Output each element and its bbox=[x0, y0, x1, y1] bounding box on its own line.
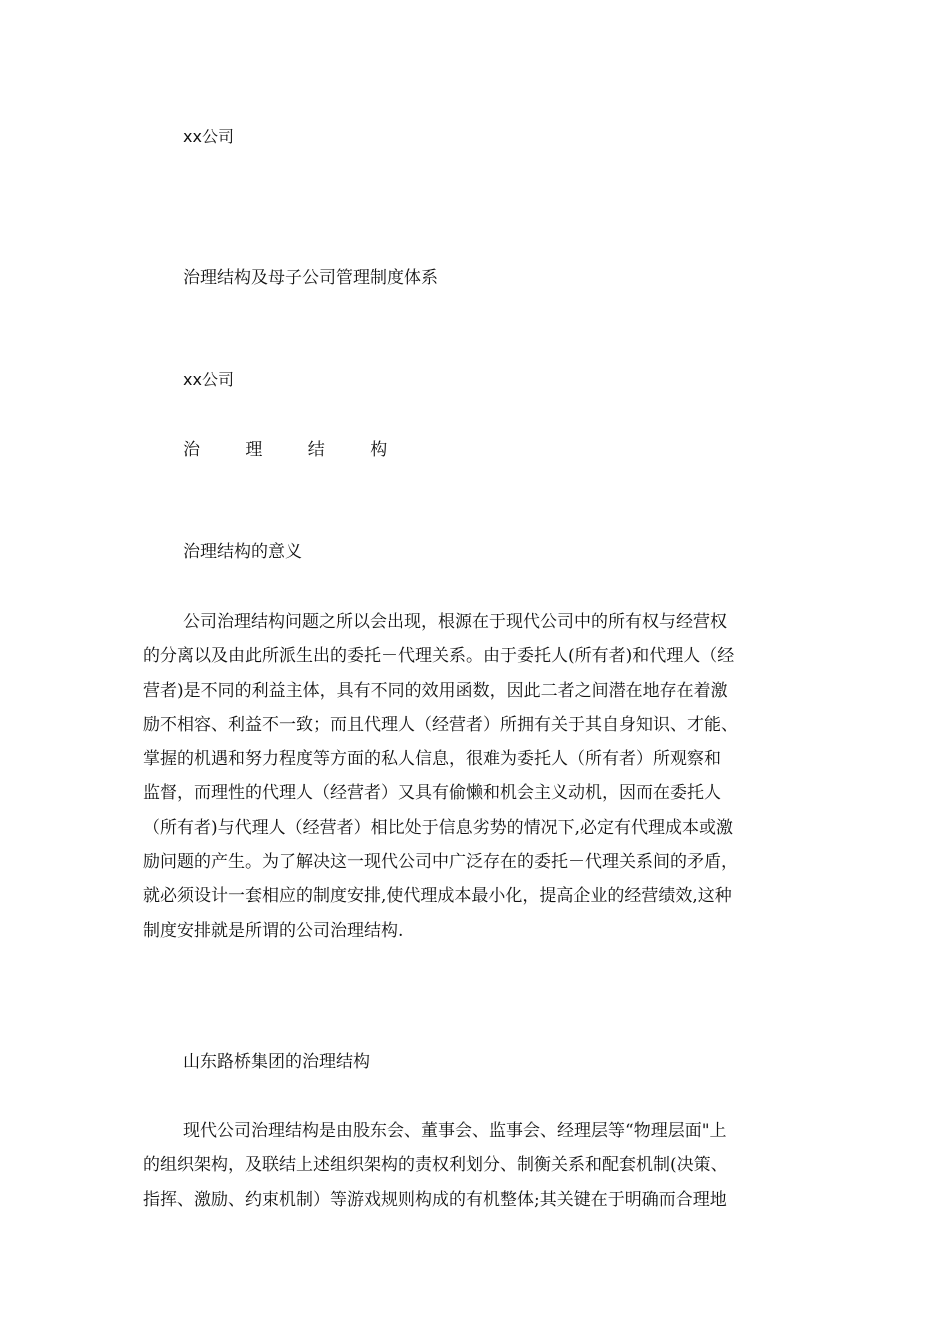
paragraph-line: 的组织架构，及联结上述组织架构的责权利划分、制衡关系和配套机制(决策、 bbox=[143, 1155, 728, 1176]
paragraph-line: 制度安排就是所谓的公司治理结构. bbox=[143, 920, 404, 941]
section-heading: 治 理 结 构 bbox=[183, 440, 408, 460]
paragraph-line: 励不相容、利益不一致；而且代理人（经营者）所拥有关于其自身知识、才能、 bbox=[143, 714, 738, 735]
paragraph-line: 指挥、激励、约束机制）等游戏规则构成的有机整体;其关键在于明确而合理地 bbox=[143, 1189, 727, 1210]
paragraph-group-structure bbox=[143, 1114, 818, 1217]
company-name: xx公司 bbox=[183, 370, 234, 389]
document-title: 治理结构及母子公司管理制度体系 bbox=[183, 268, 438, 288]
header-company: xx公司 bbox=[183, 127, 234, 146]
paragraph-line: 监督，而理性的代理人（经营者）又具有偷懒和机会主义动机，因而在委托人 bbox=[143, 783, 721, 804]
paragraph-line: 的分离以及由此所派生出的委托－代理关系。由于委托人(所有者)和代理人（经 bbox=[143, 646, 735, 667]
subsection-heading-significance: 治理结构的意义 bbox=[183, 542, 302, 562]
paragraph-line: 营者)是不同的利益主体，具有不同的效用函数，因此二者之间潜在地存在着激 bbox=[143, 680, 728, 701]
paragraph-line: 公司治理结构问题之所以会出现，根源在于现代公司中的所有权与经营权 bbox=[183, 612, 727, 632]
paragraph-line: 现代公司治理结构是由股东会、董事会、监事会、经理层等“物理层面"上 bbox=[183, 1121, 727, 1141]
paragraph-significance bbox=[143, 605, 818, 948]
paragraph-line: 就必须设计一套相应的制度安排,使代理成本最小化，提高企业的经营绩效,这种 bbox=[143, 886, 732, 907]
paragraph-line: 励问题的产生。为了解决这一现代公司中广泛存在的委托－代理关系间的矛盾， bbox=[143, 852, 738, 873]
subsection-heading-group: 山东路桥集团的治理结构 bbox=[183, 1052, 370, 1072]
paragraph-line: （所有者)与代理人（经营者）相比处于信息劣势的情况下,必定有代理成本或激 bbox=[143, 817, 734, 838]
paragraph-line: 掌握的机遇和努力程度等方面的私人信息，很难为委托人（所有者）所观察和 bbox=[143, 749, 721, 770]
